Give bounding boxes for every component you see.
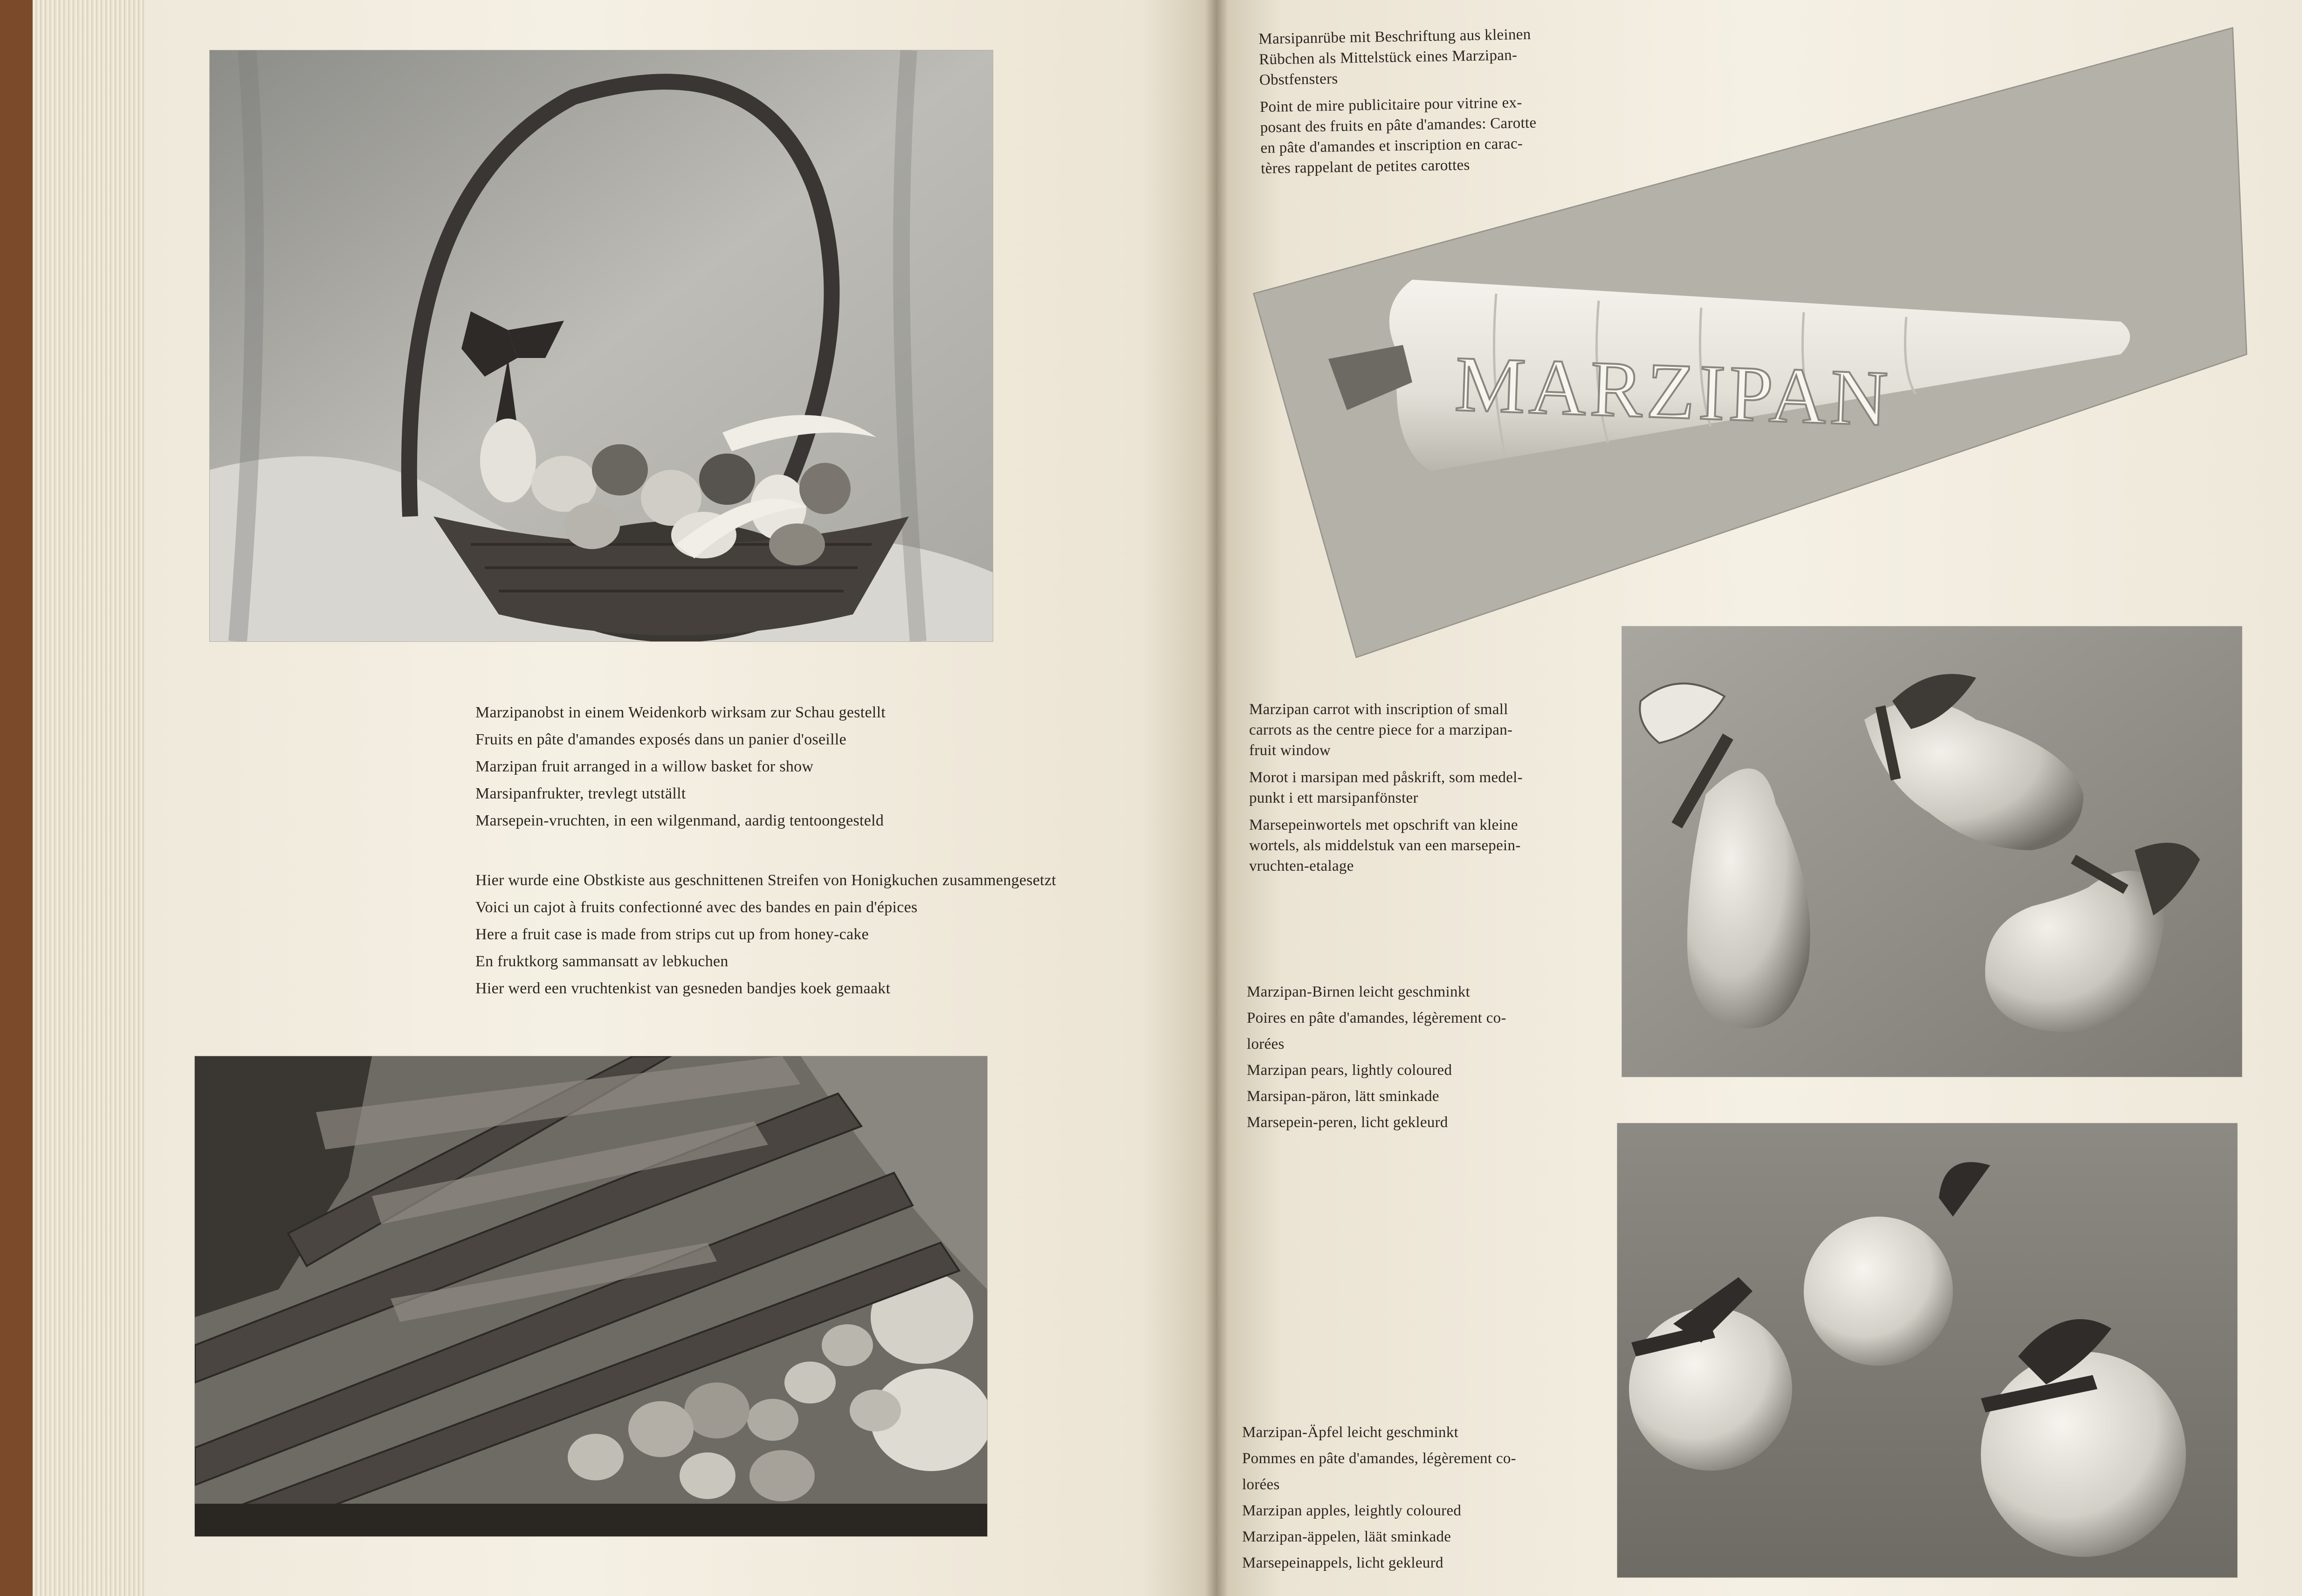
caption-line: Marzipan carrot with inscription of small <box>1249 701 1508 718</box>
caption-line: Marzipanobst in einem Weidenkorb wirksam zur Schau gestellt <box>475 704 886 721</box>
caption-line: Marzipan pears, lightly coloured <box>1247 1062 1452 1079</box>
caption-line: Voici un cajot à fruits confectionné avec des bandes en pain d'épices <box>475 899 918 916</box>
caption-line: Marzipan-Birnen leicht geschminkt <box>1247 984 1471 1000</box>
carrot-inscription: MARZIPAN <box>1453 340 1893 443</box>
photo-fruit-basket <box>210 50 993 641</box>
caption-line: Poires en pâte d'amandes, légèrement co- <box>1247 1010 1506 1026</box>
caption-line: carrots as the centre piece for a marzipan- <box>1249 722 1513 738</box>
caption-line: Fruits en pâte d'amandes exposés dans un panier d'oseille <box>475 731 847 748</box>
caption-line: Point de mire publicitaire pour vitrine ex- <box>1259 94 1522 116</box>
caption-fruit-case <box>475 867 1056 1002</box>
caption-line: Marsepeinwortels met opschrift van kleine <box>1249 817 1518 833</box>
caption-line: Marzipan-äppelen, läät sminkade <box>1242 1528 1451 1545</box>
caption-apples <box>1242 1419 1516 1576</box>
caption-line: tères rappelant de petites carottes <box>1260 157 1470 177</box>
caption-line: En fruktkorg sammansatt av lebkuchen <box>475 953 728 970</box>
caption-line: Morot i marsipan med påskrift, som medel- <box>1249 769 1523 786</box>
caption-line: Pommes en pâte d'amandes, légèrement co- <box>1242 1450 1516 1467</box>
caption-line: Marsepeinappels, licht gekleurd <box>1242 1555 1443 1571</box>
caption-line: fruit window <box>1249 742 1331 759</box>
caption-line: Here a fruit case is made from strips cut up from honey-cake <box>475 926 869 943</box>
book-gutter <box>1205 0 1228 1596</box>
caption-line: Obstfensters <box>1259 70 1338 89</box>
caption-line: Rübchen als Mittelstück eines Marzipan- <box>1258 47 1518 68</box>
caption-line: en pâte d'amandes et inscription en carac- <box>1260 135 1523 157</box>
caption-line: Hier wurde eine Obstkiste aus geschnittenen Streifen von Honigkuchen zusammengesetzt <box>475 872 1057 889</box>
caption-line: lorées <box>1247 1036 1285 1053</box>
caption-line: Marsepein-peren, licht gekleurd <box>1247 1114 1448 1131</box>
caption-carrot-bottom <box>1249 699 1523 876</box>
caption-line: Marsipanfrukter, trevlegt utställt <box>475 785 686 802</box>
caption-line: Marzipan fruit arranged in a willow basket for show <box>475 758 814 775</box>
caption-line: wortels, als middelstuk van een marsepein- <box>1249 837 1521 854</box>
page-edges <box>33 0 145 1596</box>
caption-fruit-basket <box>475 699 886 834</box>
photo-honeycake-fruit-case <box>195 1056 987 1536</box>
caption-line: Marsepein-vruchten, in een wilgenmand, aardig tentoongesteld <box>475 812 884 829</box>
caption-line: vruchten-etalage <box>1249 858 1354 874</box>
photo-marzipan-carrot <box>1235 0 2261 671</box>
caption-pears <box>1247 979 1506 1135</box>
caption-line: Marzipan apples, leightly coloured <box>1242 1502 1462 1519</box>
caption-line: Marsipan-päron, lätt sminkade <box>1247 1088 1439 1105</box>
caption-line: Hier werd een vruchtenkist van gesneden bandjes koek gemaakt <box>475 980 891 997</box>
caption-line: Marsipanrübe mit Beschriftung aus kleinen <box>1258 26 1531 48</box>
caption-line: posant des fruits en pâte d'amandes: Carotte <box>1260 114 1537 136</box>
caption-line: lorées <box>1242 1476 1280 1493</box>
photo-marzipan-apples <box>1617 1123 2237 1577</box>
caption-line: Marzipan-Äpfel leicht geschminkt <box>1242 1424 1459 1441</box>
caption-line: punkt i ett marsipanfönster <box>1249 790 1418 806</box>
photo-marzipan-pears <box>1622 626 2242 1077</box>
